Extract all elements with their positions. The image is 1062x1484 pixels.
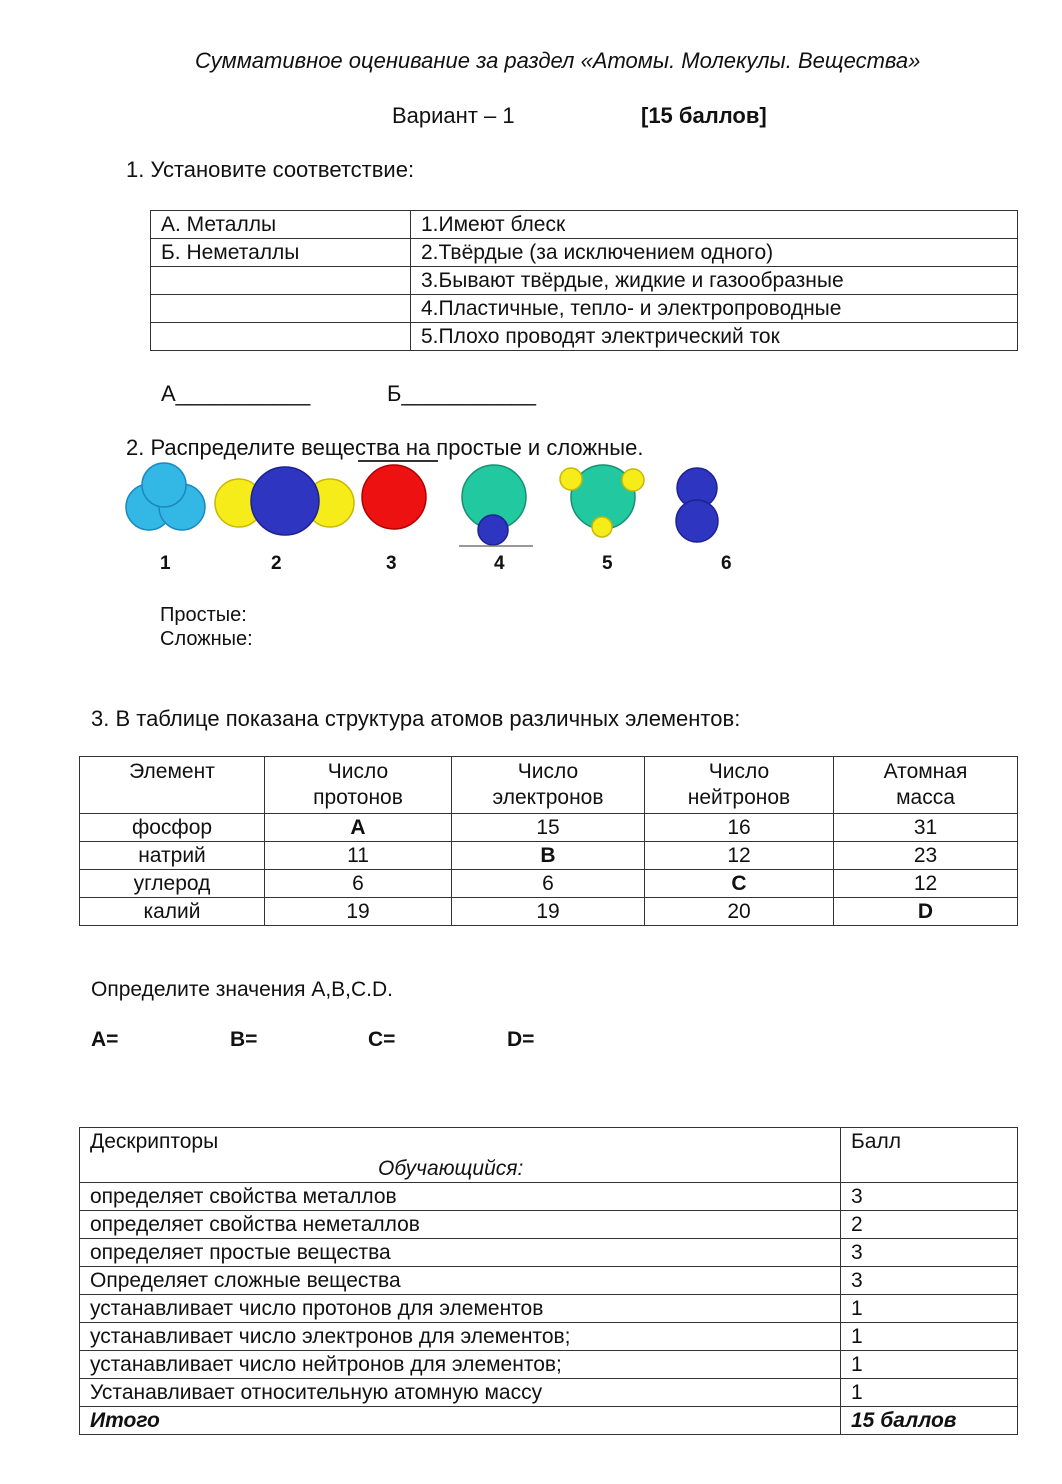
matching-left-cell [151,267,411,295]
table-row [80,870,1018,898]
table-row [80,1239,1018,1267]
table-row [80,1323,1018,1351]
cell: B [452,842,645,870]
score-cell: 3 [841,1239,1018,1267]
descriptor-cell: Устанавливает относительную атомную массу [80,1379,841,1407]
score-cell: 3 [841,1183,1018,1211]
table-row [80,814,1018,842]
molecules-figure [120,455,740,555]
cell: 20 [645,898,834,926]
matching-left-cell: А. Металлы [151,211,411,239]
q3-prompt: 3. В таблице показана структура атомов различных элементов: [91,706,741,731]
molecule-3 [362,465,426,529]
matching-left-cell: Б. Неметаллы [151,239,411,267]
cell: 11 [265,842,452,870]
table-row [80,1295,1018,1323]
cell: 19 [452,898,645,926]
table-row [80,1351,1018,1379]
table-row [80,1379,1018,1407]
score-cell: 1 [841,1379,1018,1407]
table-row [151,211,1018,239]
simple-label[interactable]: Простые: [160,604,247,626]
q3-task: Определите значения A,B,C.D. [91,978,393,1001]
cell: натрий [80,842,265,870]
matching-left-cell [151,295,411,323]
descriptor-cell: устанавливает число нейтронов для элементов; [80,1351,841,1379]
matching-right-cell: 2.Твёрдые (за исключением одного) [411,239,1018,267]
cell: 19 [265,898,452,926]
learner-subtitle: Обучающийся: [378,1157,524,1180]
descriptors-table [79,1127,1018,1435]
table-row [80,1183,1018,1211]
molecule-6 [676,468,718,542]
table-header-row [80,1128,1018,1183]
complex-label[interactable]: Сложные: [160,628,253,650]
cell: A [265,814,452,842]
molecule-2 [215,467,354,535]
answer-c-field[interactable]: C= [368,1028,396,1051]
cell: 6 [265,870,452,898]
table-row [151,267,1018,295]
descriptor-cell: устанавливает число протонов для элементов [80,1295,841,1323]
answer-b-line[interactable]: Б___________ [387,381,537,406]
variant-label: Вариант – 1 [392,103,515,128]
header-electrons: Число электронов [452,757,645,814]
atoms-table [79,756,1018,926]
header-atomic-mass: Атомная масса [834,757,1018,814]
cell: 31 [834,814,1018,842]
cell: 12 [834,870,1018,898]
score-cell: 1 [841,1295,1018,1323]
score-cell: 2 [841,1211,1018,1239]
total-points: [15 баллов] [641,103,767,128]
cell: C [645,870,834,898]
q1-prompt: 1. Установите соответствие: [126,157,415,182]
table-row [80,1267,1018,1295]
matching-table [150,210,1018,351]
molecule-1 [126,463,205,530]
descriptors-title: Дескрипторы [90,1130,219,1153]
table-row [151,295,1018,323]
table-row [80,842,1018,870]
cell: 12 [645,842,834,870]
q2-prompt: 2. Распределите вещества на простые и сложные. [126,435,644,460]
answer-b-field[interactable]: B= [230,1028,258,1051]
table-row [151,323,1018,351]
header-element: Элемент [80,757,265,814]
descriptor-cell: определяет простые вещества [80,1239,841,1267]
answer-a-field[interactable]: A= [91,1028,119,1051]
table-row [151,239,1018,267]
matching-right-cell: 3.Бывают твёрдые, жидкие и газообразные [411,267,1018,295]
cell: калий [80,898,265,926]
total-row [80,1407,1018,1435]
cell: 15 [452,814,645,842]
cell: фосфор [80,814,265,842]
cell: 23 [834,842,1018,870]
cell: углерод [80,870,265,898]
molecule-number: 2 [271,553,282,574]
total-label: Итого [80,1407,841,1435]
header-neutrons: Число нейтронов [645,757,834,814]
matching-right-cell: 5.Плохо проводят электрический ток [411,323,1018,351]
score-cell: 3 [841,1267,1018,1295]
descriptor-cell: определяет свойства неметаллов [80,1211,841,1239]
matching-right-cell: 1.Имеют блеск [411,211,1018,239]
table-header-row [80,757,1018,814]
score-cell: 1 [841,1351,1018,1379]
matching-left-cell [151,323,411,351]
score-cell: 1 [841,1323,1018,1351]
matching-right-cell: 4.Пластичные, тепло- и электропроводные [411,295,1018,323]
molecule-number: 6 [721,553,732,574]
cell: 6 [452,870,645,898]
answer-d-field[interactable]: D= [507,1028,535,1051]
descriptor-cell: Определяет сложные вещества [80,1267,841,1295]
answer-a-line[interactable]: А___________ [161,381,311,406]
descriptors-header [80,1128,841,1183]
descriptor-cell: устанавливает число электронов для элементов; [80,1323,841,1351]
molecule-number: 4 [494,553,505,574]
molecule-number: 5 [602,553,613,574]
cell: D [834,898,1018,926]
descriptor-cell: определяет свойства металлов [80,1183,841,1211]
molecule-number: 1 [160,553,171,574]
total-value: 15 баллов [841,1407,1018,1435]
molecule-number: 3 [386,553,397,574]
header-protons: Число протонов [265,757,452,814]
molecule-4 [459,465,533,546]
table-row [80,898,1018,926]
page-title: Суммативное оценивание за раздел «Атомы. Молекулы. Вещества» [195,48,921,73]
cell: 16 [645,814,834,842]
score-header: Балл [841,1128,1018,1183]
table-row [80,1211,1018,1239]
molecule-5 [560,465,644,537]
